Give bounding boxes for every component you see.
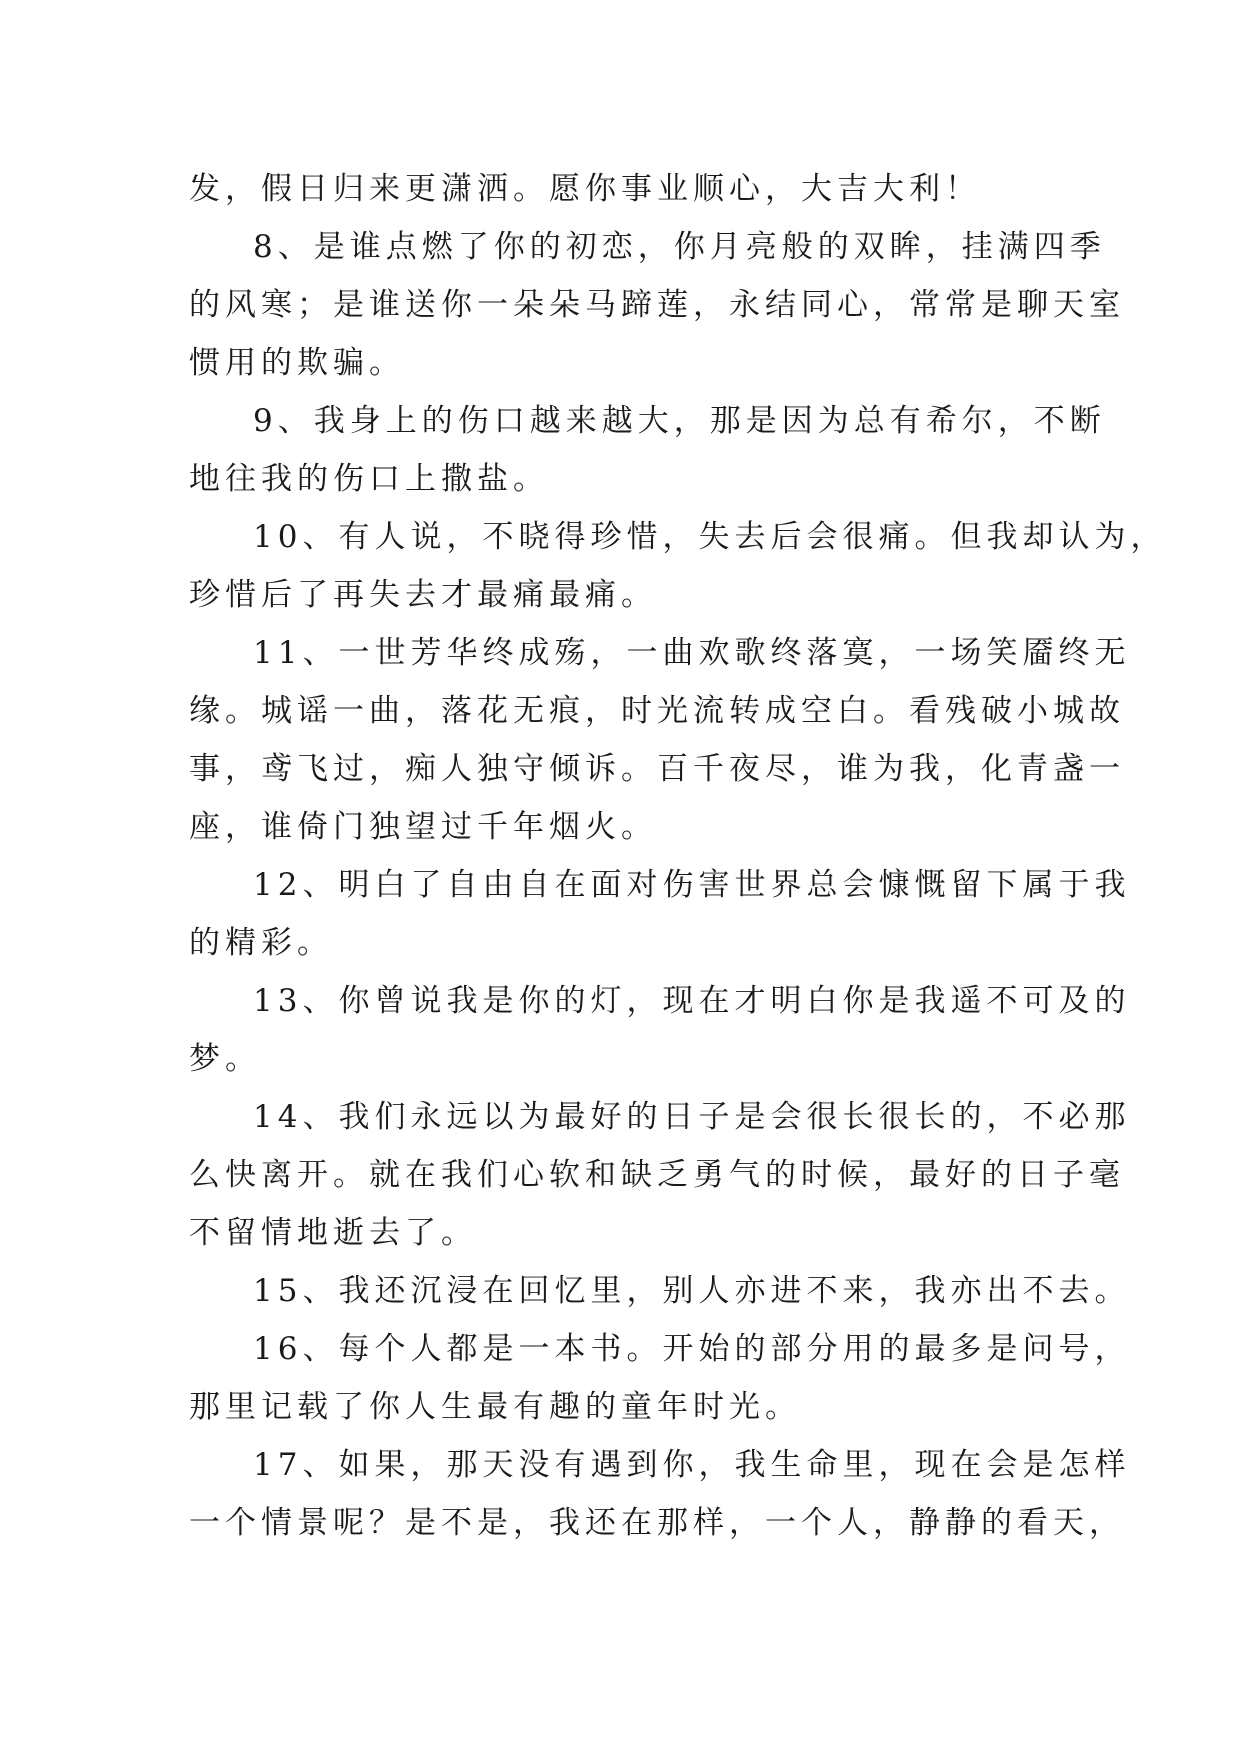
text-line: 座，谁倚门独望过千年烟火。: [189, 809, 657, 845]
text-line: 12、明白了自由自在面对伤害世界总会慷慨留下属于我: [253, 867, 1131, 903]
text-line: 珍惜后了再失去才最痛最痛。: [189, 577, 657, 613]
text-line: 梦。: [189, 1041, 261, 1077]
text-line: 17、如果，那天没有遇到你，我生命里，现在会是怎样: [253, 1447, 1131, 1483]
text-line: 地往我的伤口上撒盐。: [189, 461, 549, 497]
text-line: 事，鸢飞过，痴人独守倾诉。百千夜尽，谁为我，化青盏一: [189, 751, 1125, 787]
text-line: 那里记载了你人生最有趣的童年时光。: [189, 1389, 801, 1425]
text-line: 的风寒；是谁送你一朵朵马蹄莲，永结同心，常常是聊天室: [189, 287, 1125, 323]
text-line: 14、我们永远以为最好的日子是会很长很长的，不必那: [253, 1099, 1131, 1135]
text-line: 9、我身上的伤口越来越大，那是因为总有希尔，不断: [253, 403, 1106, 439]
document-body: [189, 160, 1167, 1552]
text-line: 8、是谁点燃了你的初恋，你月亮般的双眸，挂满四季: [253, 229, 1106, 265]
text-line: 16、每个人都是一本书。开始的部分用的最多是问号，: [253, 1331, 1131, 1367]
text-line: 的精彩。: [189, 925, 333, 961]
text-line: 一个情景呢？是不是，我还在那样，一个人，静静的看天，: [189, 1505, 1125, 1541]
text-line: 惯用的欺骗。: [189, 345, 405, 381]
text-line: 15、我还沉浸在回忆里，别人亦进不来，我亦出不去。: [253, 1273, 1131, 1309]
text-line: 10、有人说，不晓得珍惜，失去后会很痛。但我却认为，: [253, 519, 1167, 555]
text-line: 不留情地逝去了。: [189, 1215, 477, 1251]
text-line: 11、一世芳华终成殇，一曲欢歌终落寞，一场笑靥终无: [253, 635, 1131, 671]
text-line: 发，假日归来更潇洒。愿你事业顺心，大吉大利！: [189, 171, 981, 207]
text-line: 缘。城谣一曲，落花无痕，时光流转成空白。看残破小城故: [189, 693, 1125, 729]
text-line: 么快离开。就在我们心软和缺乏勇气的时候，最好的日子毫: [189, 1157, 1125, 1193]
text-line: 13、你曾说我是你的灯，现在才明白你是我遥不可及的: [253, 983, 1131, 1019]
